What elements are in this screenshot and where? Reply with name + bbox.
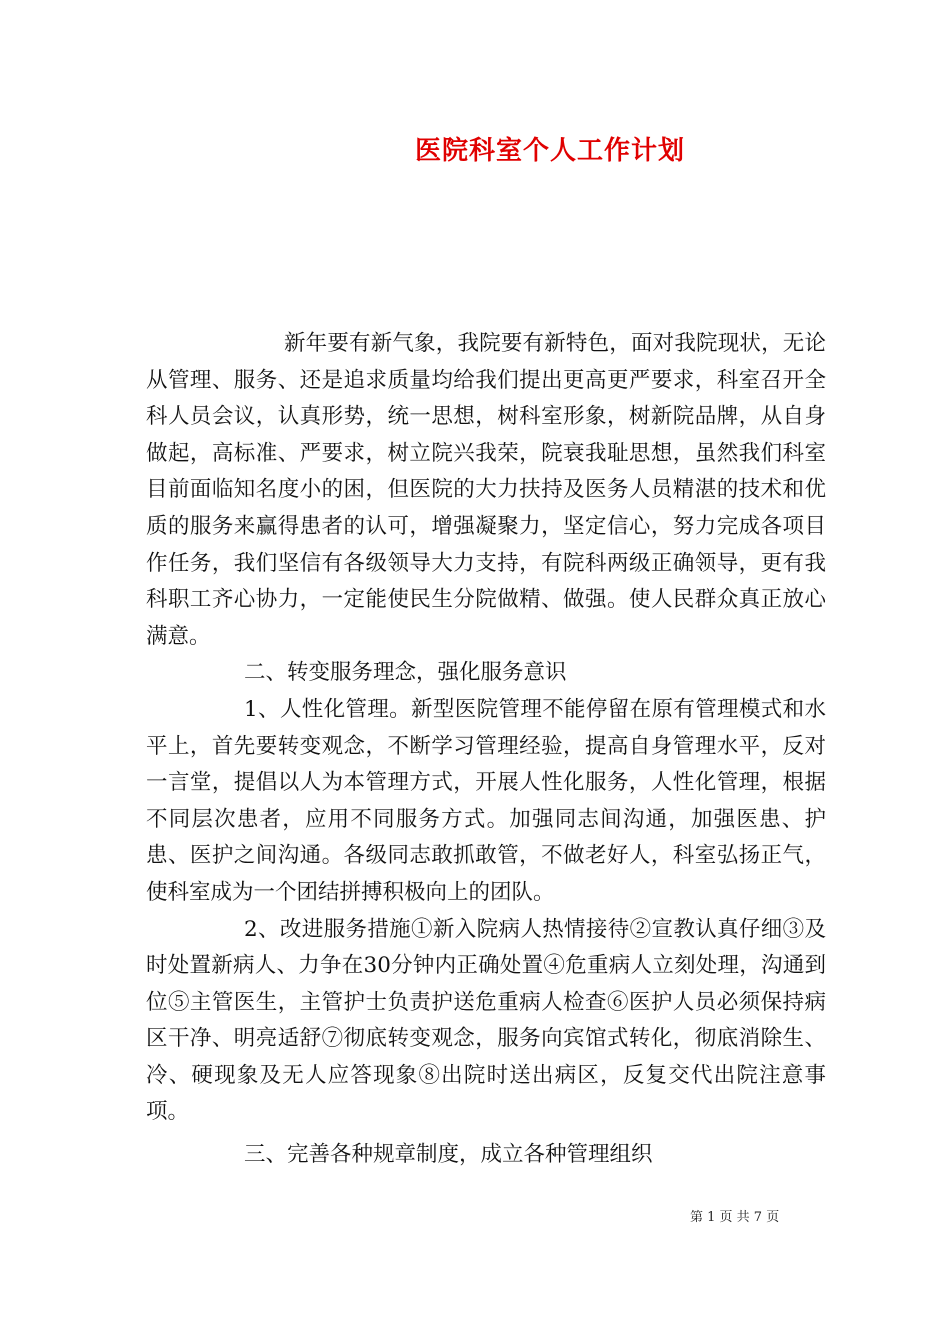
item-paragraph-2: 2、改进服务措施①新入院病人热情接待②宣教认真仔细③及时处置新病人、力争在30分钟内正确处置④危重病人立刻处理，沟通到位⑤主管医生，主管护士负责护送危重病人检查⑥医护人员必须保持病区干净、明亮适舒⑦彻底转变观念，服务向宾馆式转化，彻底消除生、冷、硬现象及无人应答现象⑧出院时送出病区，反复交代出院注意事项。 — [146, 916, 826, 1125]
page-number: 第 1 页 共 7 页 — [690, 1210, 780, 1225]
item-paragraph-1: 1、人性化管理。新型医院管理不能停留在原有管理模式和水平上，首先要转变观念，不断学习管理经验，提高自身管理水平，反对一言堂，提倡以人为本管理方式，开展人性化服务，人性化管理，根据不同层次患者，应用不同服务方式。加强同志间沟通，加强医患、护患、医护之间沟通。各级同志敢抓敢管，不做老好人，科室弘扬正气，使科室成为一个团结拼搏积极向上的团队。 — [146, 696, 826, 905]
document-body — [146, 326, 826, 1174]
intro-paragraph: 新年要有新气象，我院要有新特色，面对我院现状，无论从管理、服务、还是追求质量均给我们提出更高更严要求，科室召开全科人员会议，认真形势，统一思想，树科室形象，树新院品牌，从自身做起，高标准、严要求，树立院兴我荣，院衰我耻思想，虽然我们科室目前面临知名度小的困，但医院的大力扶持及医务人员精湛的技术和优质的服务来赢得患者的认可，增强凝聚力，坚定信心，努力完成各项目作任务，我们坚信有各级领导大力支持，有院科两级正确领导，更有我科职工齐心协力，一定能使民生分院做精、做强。使人民群众真正放心满意。 — [146, 331, 826, 649]
document-title: 医院科室个人工作计划 — [414, 136, 685, 166]
section-heading-2: 二、转变服务理念，强化服务意识 — [244, 660, 567, 686]
section-heading-3: 三、完善各种规章制度，成立各种管理组织 — [244, 1142, 653, 1168]
